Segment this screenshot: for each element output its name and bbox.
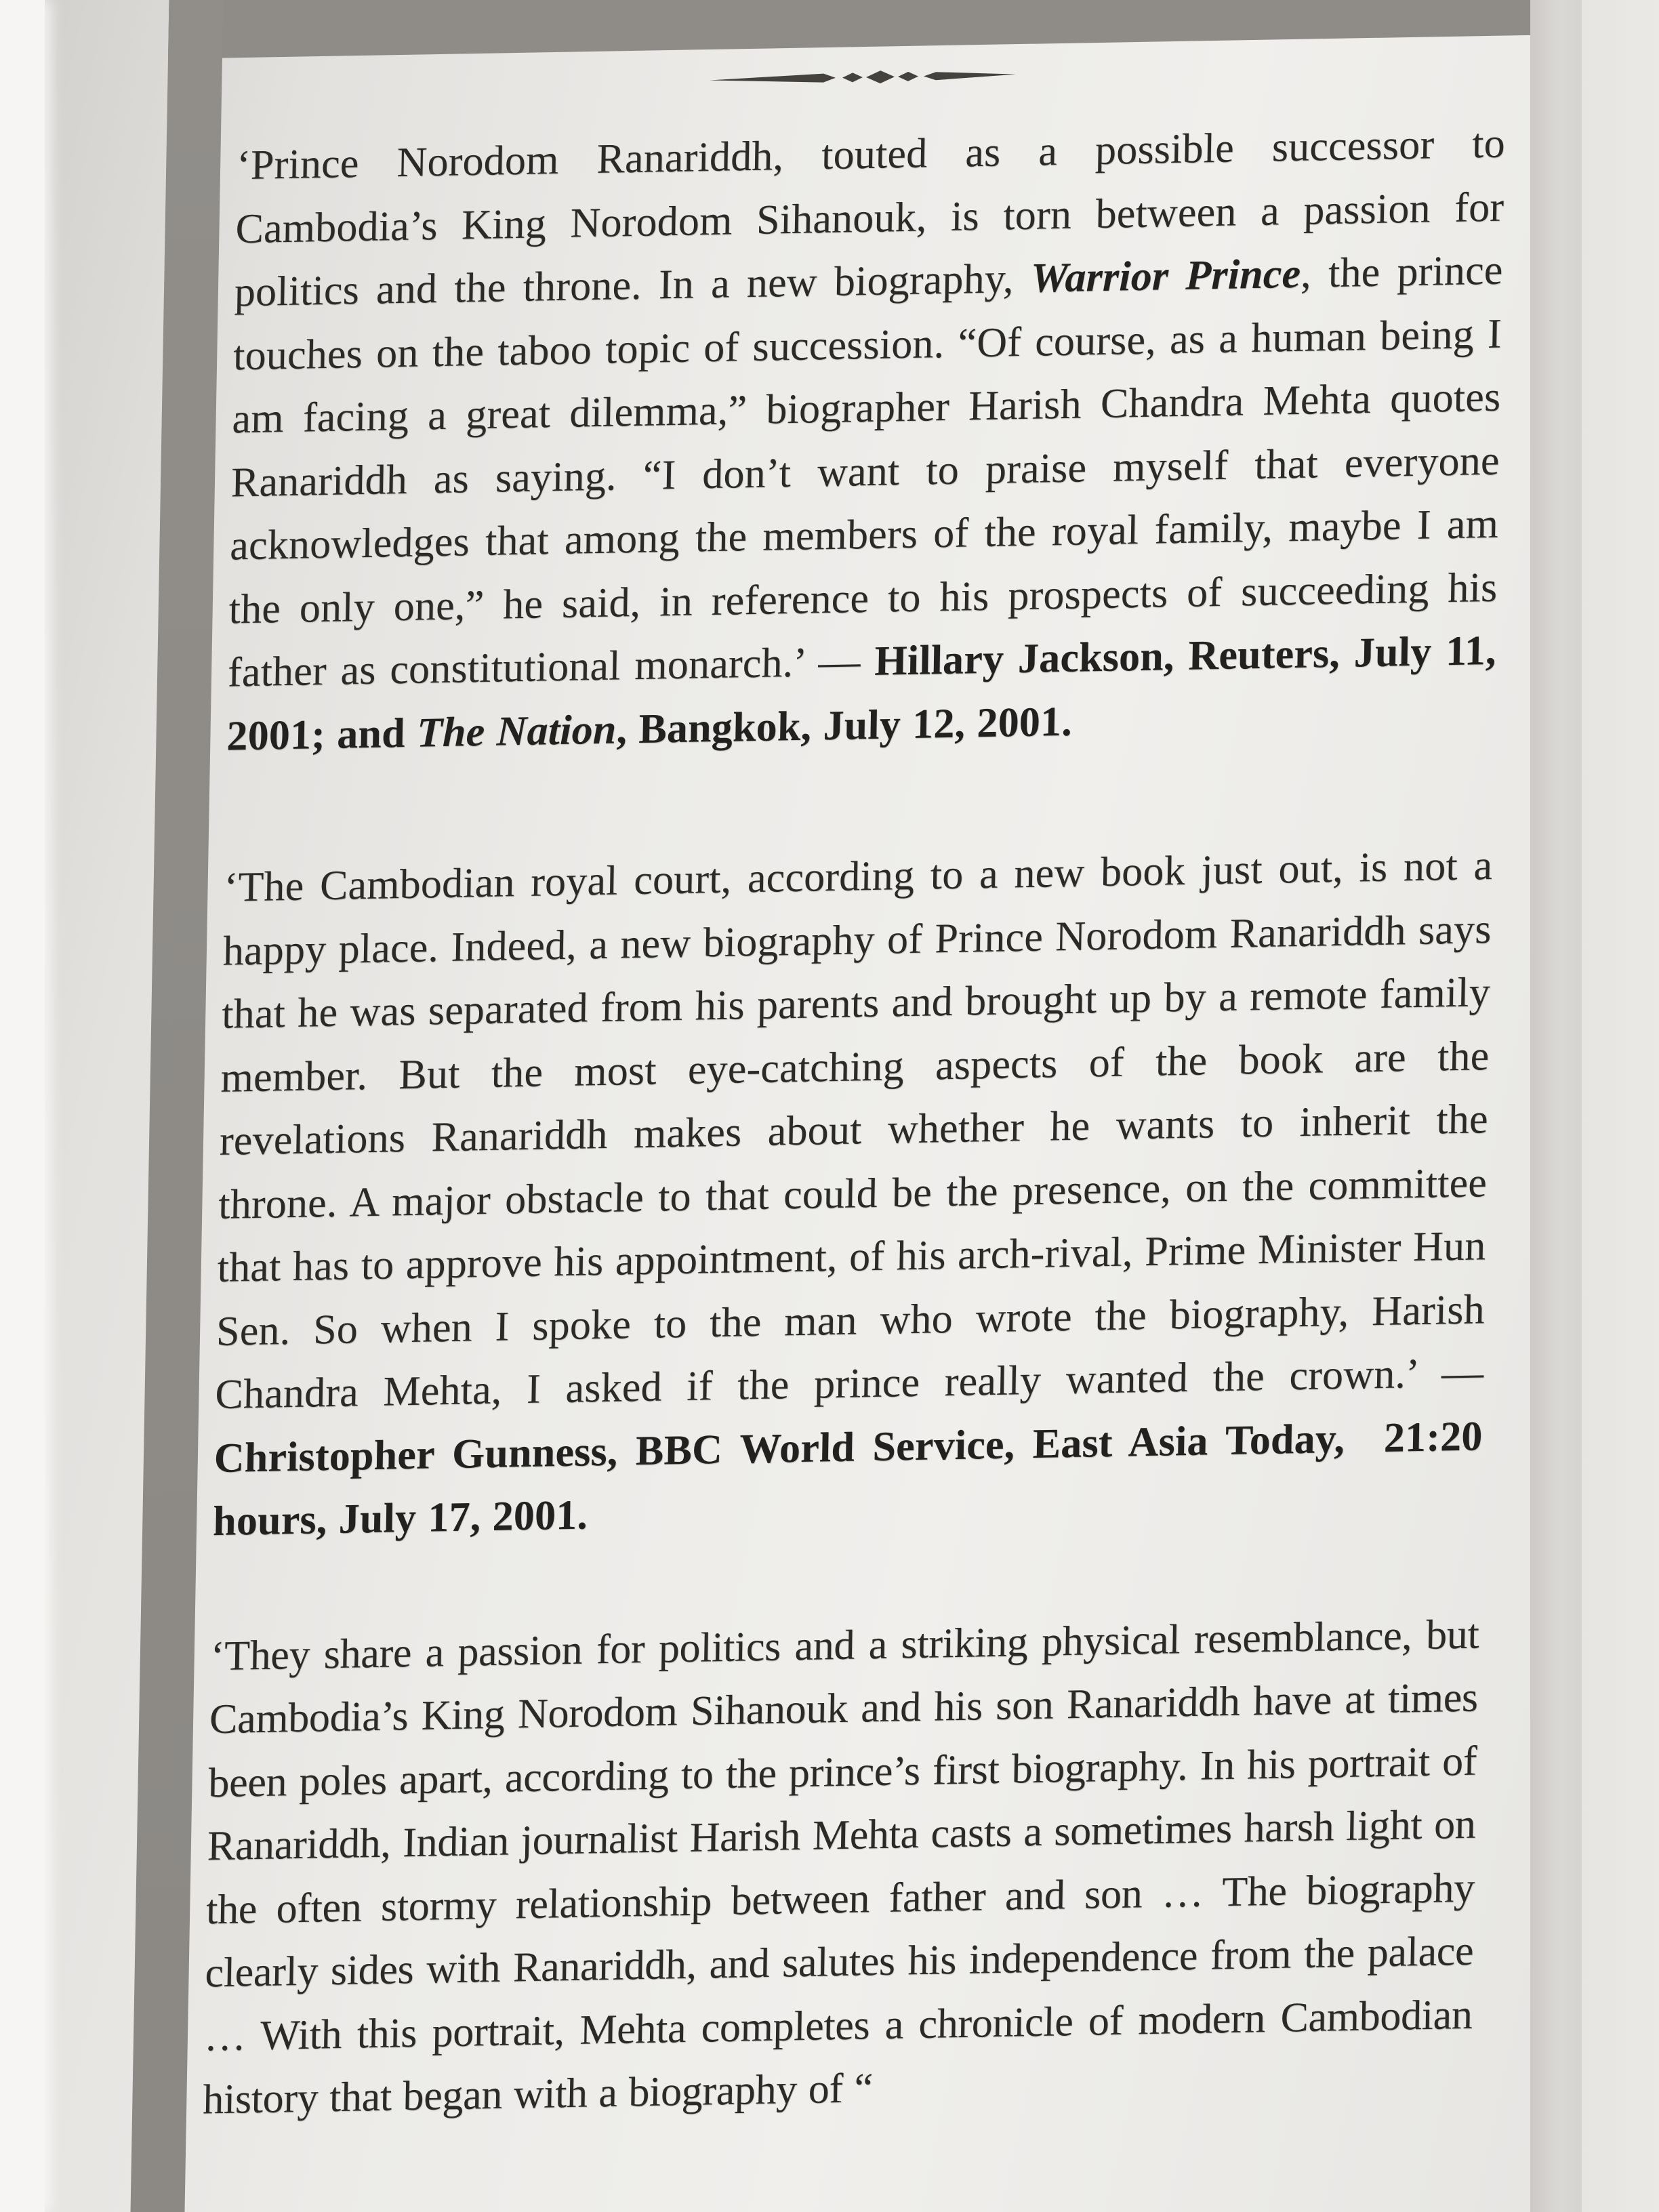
page-border-top-band [168, 0, 1659, 59]
text-segment: The Nation [416, 706, 617, 756]
extract-paragraph-3 [203, 1603, 1480, 2132]
text-segment: , Bangkok, July 12, 2001. [616, 698, 1073, 753]
text-segment: ‘Prince Norodom Ranariddh, touted as a possible successor to Cambodia’s King Norodom Sihanouk, is torn between a passion for politics and the throne. In a new biography, [234, 120, 1506, 316]
adjacent-page-edge [0, 0, 45, 2212]
text-segment: , the prince touches on the taboo topic of succession. “Of course, as a human being I am facing a great dilemma,” biographer Harish Chandra Mehta quotes Ranariddh as saying. “I don’t want to praise myself that everyone acknowledges that among the members of the royal family, maybe I am the only one,” he said, in reference to his prospects of succeeding his father as constitutional monarch.’ — [227, 247, 1504, 696]
text-segment: Warrior Prince [1030, 250, 1301, 302]
text-segment: ‘They share a passion for politics and a striking physical resemblance, but Cambodia’s King Norodom Sihanouk and his son Ranariddh have at times been poles apart, according to the prince’s first biography. In his portrait of Ranariddh, Indian journalist Harish Mehta casts a sometimes harsh light on the often stormy relationship between father and son … The biography clearly sides with Ranariddh, and salutes his independence from the palace … With this portrait, Mehta completes a chronicle of modern Cambodian history that began with a biography of “ [202, 1611, 1480, 2123]
text-segment: Christopher Gunness, BBC World Service, East Asia Today, 21:20 hours, July 17, 2001. [212, 1412, 1483, 1545]
text-segment: ‘The Cambodian royal court, according to a new book just out, is not a happy place. Indeed, a new biography of Prince Norodom Ranariddh says that he was separated from his parents and brought up by a remote family member. But the most eye-catching aspects of the book are the revelations Ranariddh makes about whether he wants to inherit the throne. A major obstacle to that could be the presence, on the committee that has to approve his appointment, of his arch-rival, Prime Minister Hun Sen. So when I spoke to the man who wrote the biography, Harish Chandra Mehta, I asked if the prince really wanted the crown.’ — [214, 842, 1493, 1418]
quoted-reviews-text [203, 112, 1506, 2133]
spear-rule-with-diamonds-icon [710, 64, 1016, 90]
text-segment: Hillary Jackson, Reuters, July 11, 2001; and [226, 627, 1497, 760]
page-fold-edge [1530, 0, 1582, 2212]
extract-paragraph-2 [212, 834, 1493, 1554]
extract-paragraph-1 [226, 112, 1506, 769]
photo-background-right [1582, 0, 1659, 2212]
